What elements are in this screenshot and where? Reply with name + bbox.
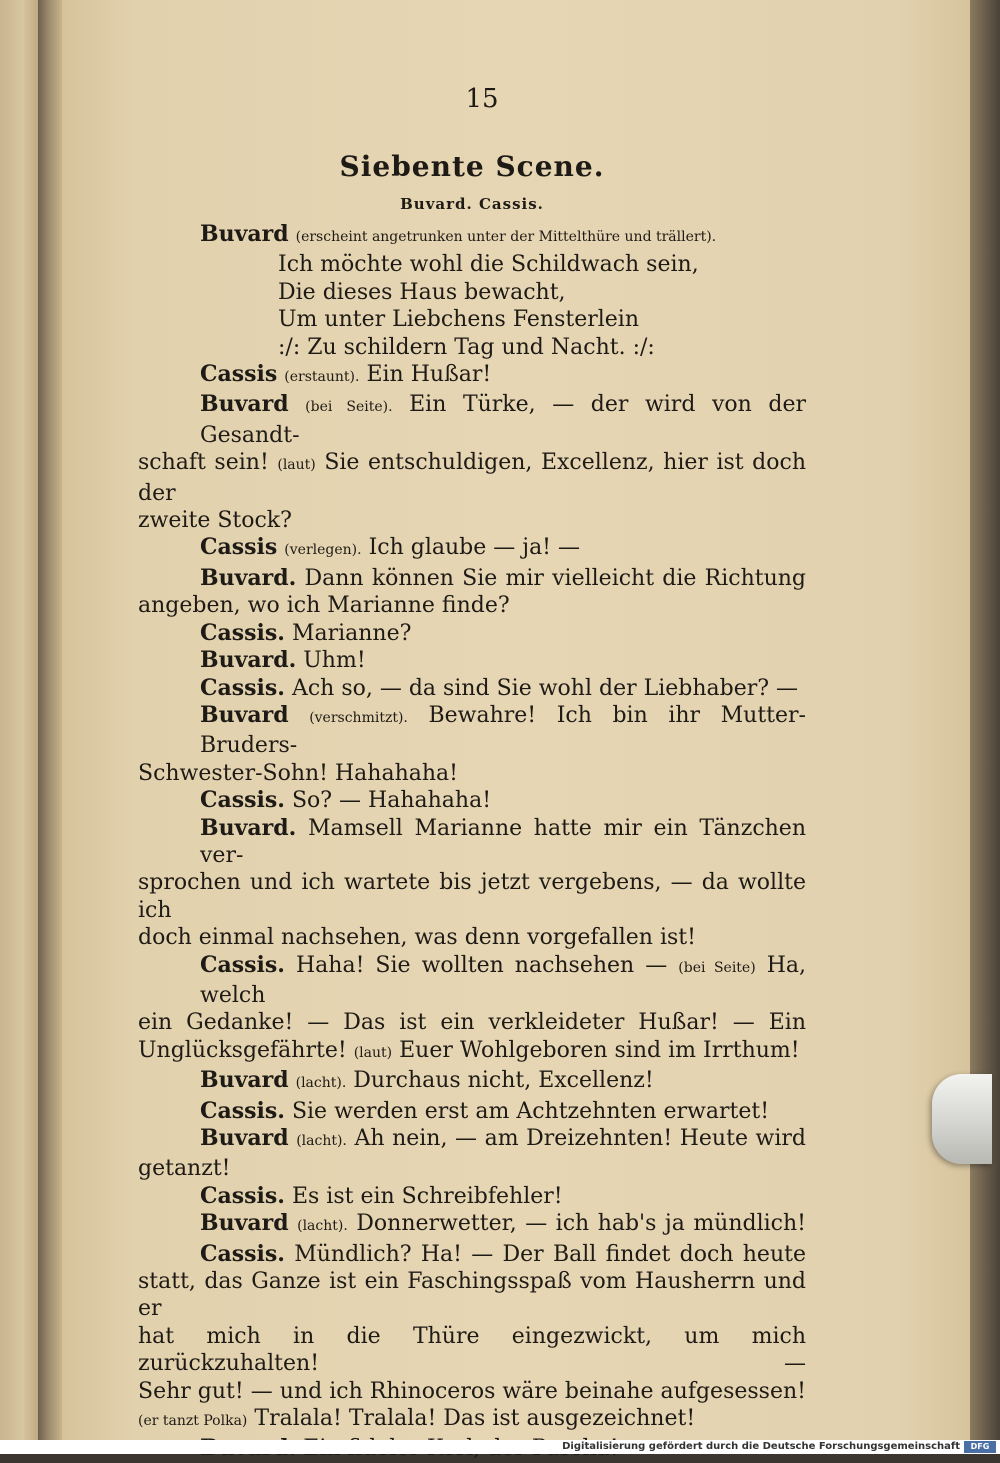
text-line [138, 1210, 806, 1240]
spoken-text: Ein Türke, — der wird von der Gesandt- [200, 392, 806, 448]
scene-title: Siebente Scene. [339, 150, 605, 183]
stage-direction: (erstaunt). [284, 369, 360, 386]
scene-cast: Buvard. Cassis. [400, 195, 544, 213]
text-line [138, 306, 806, 333]
spoken-text: Ein Hußar! [366, 362, 492, 388]
speaker-name: Buvard. [200, 814, 297, 841]
spoken-text: doch einmal nachsehen, was denn vorgefallen ist! [138, 925, 696, 951]
stage-direction: (bei Seite) [678, 959, 756, 976]
speaker-name: Buvard. [200, 564, 297, 591]
text-line [138, 1183, 806, 1210]
speaker-name: Cassis [200, 534, 278, 561]
text-line [138, 1067, 806, 1097]
spoken-text: Um unter Liebchens Fensterlein [278, 307, 639, 333]
stage-direction: (laut) [353, 1044, 393, 1061]
stage-direction: (lacht). [295, 1075, 347, 1092]
speaker-name: Buvard. [200, 647, 297, 674]
speaker-name: Cassis. [200, 1097, 285, 1124]
spoken-text: angeben, wo ich Marianne finde? [138, 593, 510, 619]
footer-credit: Digitalisierung gefördert durch die Deutsche Forschungsgemeinschaft [562, 1441, 960, 1452]
spoken-text: ein Gedanke! — Das ist ein verkleideter Hußar! — Ein [138, 1010, 806, 1036]
stage-direction: (verlegen). [284, 542, 362, 559]
text-line [138, 620, 806, 647]
spoken-text: Unglücksgefährte! [138, 1037, 347, 1063]
text-line [138, 449, 806, 507]
text-line [138, 334, 806, 361]
speaker-name: Buvard [200, 1210, 289, 1237]
spoken-text: Ah nein, — am Dreizehnten! Heute wird [354, 1126, 806, 1151]
spoken-text: statt, das Ganze ist ein Faschingsspaß vom Hausherrn und er [138, 1269, 806, 1322]
previous-page-edge [0, 0, 38, 1440]
text-line [138, 279, 806, 306]
speaker-name: Cassis. [200, 1182, 285, 1209]
spoken-text: hat mich in die Thüre eingezwickt, um mich zurückzuhalten! — [138, 1323, 806, 1377]
text-line [138, 869, 806, 924]
speaker-name: Buvard [200, 391, 289, 418]
spoken-text: So? — Hahahaha! [291, 788, 492, 814]
stage-direction: (lacht). [297, 1218, 348, 1235]
text-line [138, 760, 806, 787]
speaker-name: Cassis. [200, 674, 285, 701]
spoken-text: Haha! Sie wollten nachsehen — [295, 952, 668, 978]
text-line [138, 565, 806, 592]
text-line [138, 1098, 806, 1125]
spoken-text: Die dieses Haus bewacht, [278, 279, 566, 305]
stage-direction: (verschmitzt). [309, 709, 408, 726]
text-line [138, 1268, 806, 1323]
spoken-text: Ich glaube — ja! — [368, 535, 581, 561]
text-line [138, 391, 806, 449]
text-line [138, 815, 806, 870]
spoken-text: Ach so, — da sind Sie wohl der Liebhaber? — [291, 675, 799, 701]
text-line [138, 592, 806, 619]
text-line [138, 534, 806, 564]
text-line [138, 507, 806, 534]
spoken-text: Dann können Sie mir vielleicht die Richtung [304, 565, 806, 591]
page-edge-right [970, 0, 1000, 1440]
text-line [138, 361, 806, 391]
speaker-name: Cassis. [200, 619, 285, 646]
speaker-name: Cassis. [200, 787, 285, 814]
stage-direction: (bei Seite). [305, 399, 393, 416]
text-line [138, 924, 806, 951]
spoken-text: :/: Zu schildern Tag und Nacht. :/: [278, 334, 655, 360]
spoken-text: Bewahre! Ich bin ihr Mutter-Bruders- [200, 702, 806, 759]
page-clip-tab [932, 1074, 992, 1164]
text-line [138, 1378, 806, 1405]
text-line [138, 952, 806, 1010]
dialogue [138, 221, 806, 1463]
spoken-text: Schwester-Sohn! Hahahaha! [138, 760, 458, 786]
spoken-text: Mündlich? Ha! — Der Ball findet doch heute [294, 1241, 806, 1267]
stage-direction: (er tanzt Polka) [138, 1413, 248, 1430]
speaker-name: Buvard [200, 221, 289, 247]
speaker-name: Buvard [200, 1067, 289, 1094]
spoken-text: getanzt! [138, 1156, 231, 1182]
speaker-name: Cassis. [200, 951, 285, 978]
spoken-text: Donnerwetter, — ich hab's ja mündlich! [356, 1211, 806, 1237]
book-gutter [38, 0, 62, 1440]
text-line [138, 1037, 806, 1067]
text-line [138, 1009, 806, 1036]
stage-direction: (erscheint angetrunken unter der Mittelthüre und trällert). [295, 229, 717, 245]
text-line [138, 221, 806, 251]
spoken-text: sprochen und ich wartete bis jetzt vergebens, — da wollte ich [138, 870, 806, 923]
spoken-text: Durchaus nicht, Excellenz! [353, 1068, 654, 1094]
text-line [138, 251, 806, 278]
page-number: 15 [465, 84, 499, 114]
spoken-text: schaft sein! [138, 450, 269, 476]
speaker-name: Buvard [200, 1125, 289, 1151]
text-line [138, 1405, 806, 1435]
page-text [138, 84, 806, 1463]
dfg-logo: DFG [964, 1441, 996, 1453]
spoken-text: Sehr gut! — und ich Rhinoceros wäre beinahe aufgesessen! [138, 1378, 806, 1404]
spoken-text: Es ist ein Schreibfehler! [291, 1183, 563, 1209]
spoken-text: Tralala! Tralala! Das ist ausgezeichnet! [254, 1406, 696, 1432]
spoken-text: Uhm! [303, 648, 366, 674]
stage-direction: (laut) [277, 457, 316, 474]
spoken-text: Marianne? [291, 620, 412, 646]
spoken-text: Ich möchte wohl die Schildwach sein, [278, 252, 699, 278]
speaker-name: Cassis [200, 361, 278, 388]
text-line [138, 702, 806, 760]
spoken-text: Euer Wohlgeboren sind im Irrthum! [399, 1037, 800, 1063]
text-line [138, 675, 806, 702]
spoken-text: Mamsell Marianne hatte mir ein Tänzchen ver- [200, 815, 806, 868]
spoken-text: zweite Stock? [138, 508, 292, 534]
spoken-text: Sie werden erst am Achtzehnten erwartet! [291, 1098, 770, 1124]
text-line [138, 1323, 806, 1378]
spoken-text: Sie entschuldigen, Excellenz, hier ist doch der [138, 450, 806, 506]
speaker-name: Buvard [200, 701, 289, 728]
speaker-name: Cassis. [200, 1240, 285, 1267]
text-line [138, 1241, 806, 1268]
text-line [138, 1155, 806, 1182]
stage-direction: (lacht). [296, 1133, 347, 1149]
text-line [138, 1125, 806, 1155]
spoken-text: Ha, welch [200, 952, 806, 1008]
text-line [138, 647, 806, 674]
text-line [138, 787, 806, 814]
